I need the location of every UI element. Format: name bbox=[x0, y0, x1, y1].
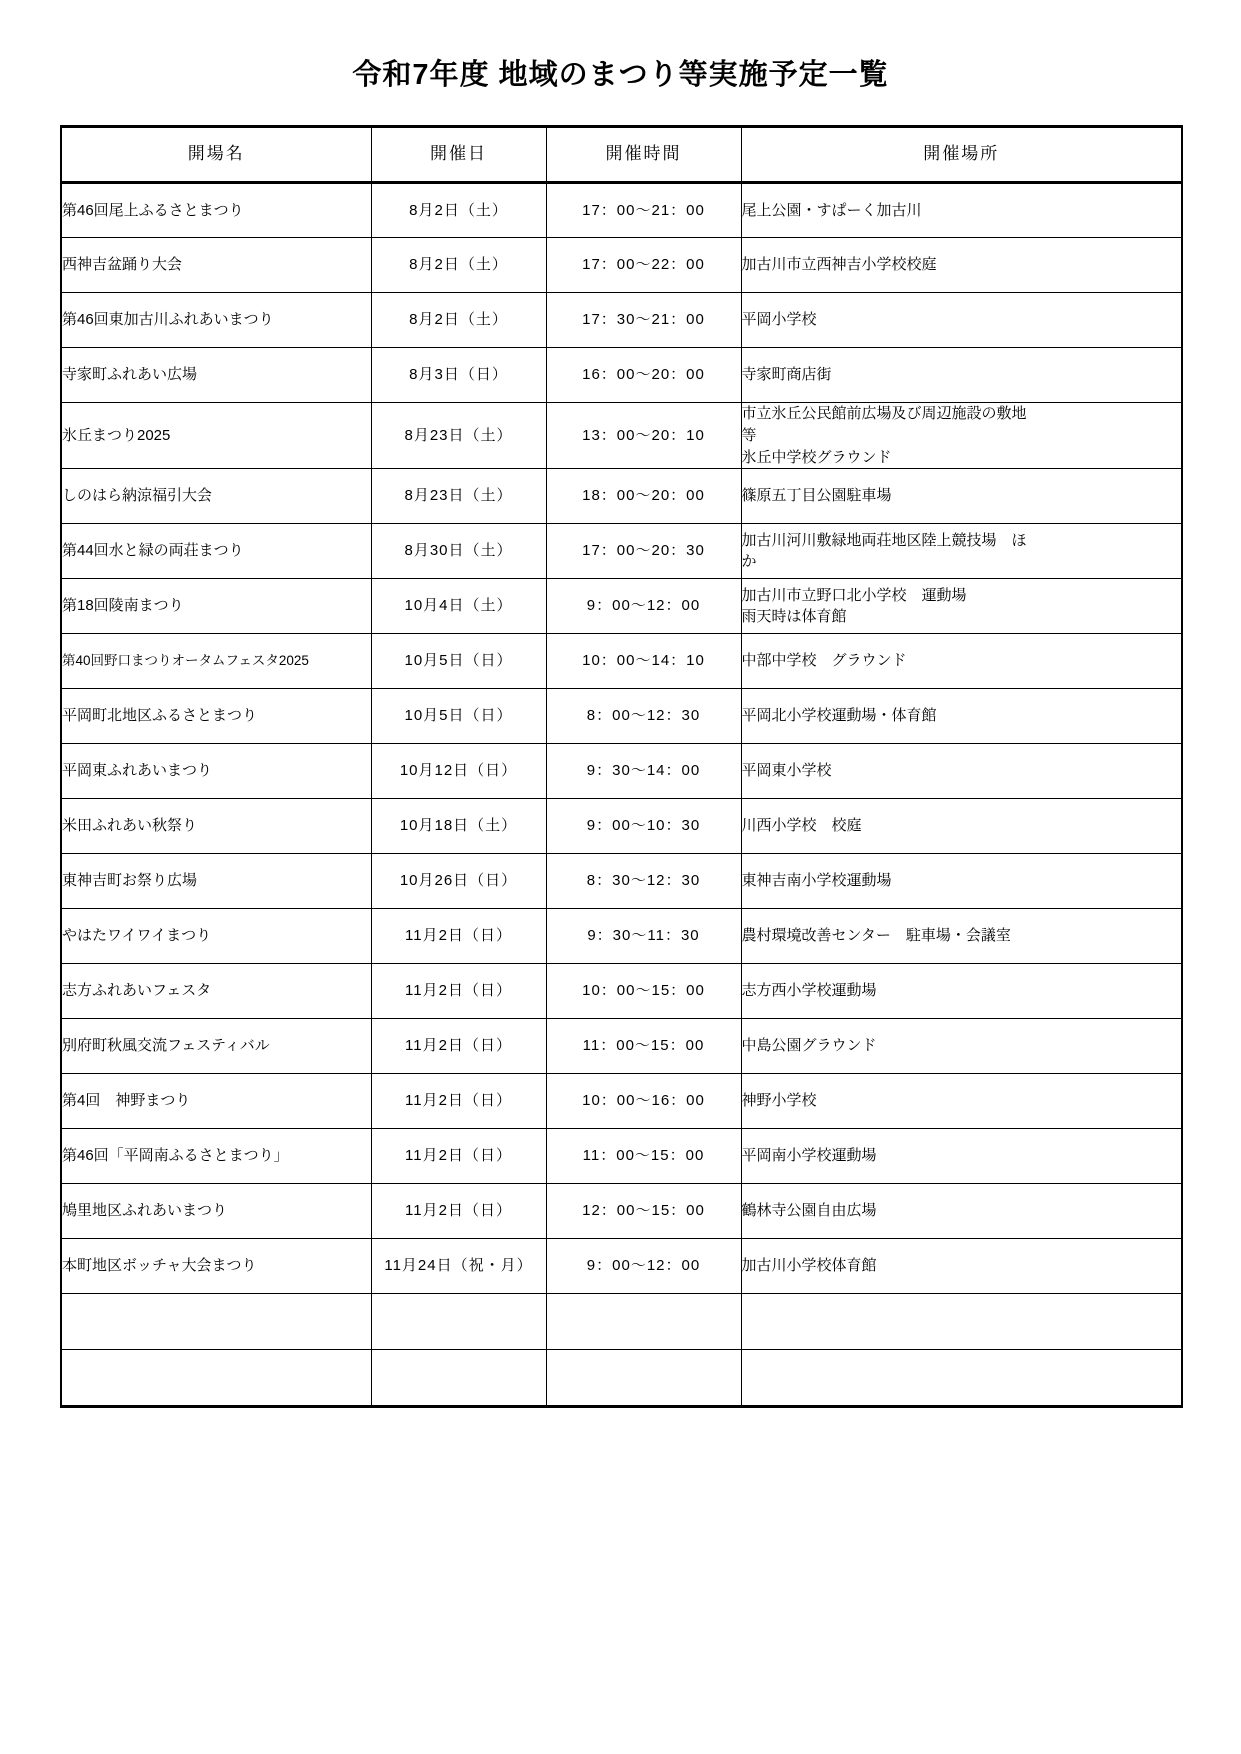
cell-event-date bbox=[371, 1294, 546, 1350]
cell-event-time bbox=[546, 1294, 741, 1350]
cell-event-date: 11月2日（日） bbox=[371, 909, 546, 964]
column-header-name: 開場名 bbox=[61, 127, 371, 183]
event-name-text: 東神吉町お祭り広場 bbox=[62, 872, 198, 890]
event-name-text: 第44回水と緑の両荘まつり bbox=[62, 542, 244, 560]
cell-event-date: 8月2日（土） bbox=[371, 183, 546, 238]
cell-event-date bbox=[371, 1350, 546, 1407]
table-row bbox=[61, 964, 1182, 1019]
event-place-line: 加古川市立西神吉小学校校庭 bbox=[741, 256, 937, 274]
cell-event-name bbox=[61, 183, 371, 238]
schedule-table-container bbox=[60, 125, 1181, 1408]
cell-event-name bbox=[61, 293, 371, 348]
table-header-row bbox=[61, 127, 1182, 183]
cell-event-date: 11月2日（日） bbox=[371, 1184, 546, 1239]
table-row-empty bbox=[61, 1294, 1182, 1350]
event-place-line: 尾上公園・すぱーく加古川 bbox=[741, 201, 922, 219]
cell-event-name bbox=[61, 909, 371, 964]
table-row bbox=[61, 1019, 1182, 1074]
event-name-text: 別府町秋風交流フェスティバル bbox=[62, 1037, 270, 1055]
table-row bbox=[61, 854, 1182, 909]
cell-event-time: 9：00〜12：00 bbox=[546, 579, 741, 634]
cell-event-name bbox=[61, 689, 371, 744]
table-row bbox=[61, 909, 1182, 964]
event-place-line: 川西小学校 校庭 bbox=[741, 817, 862, 835]
event-place-line: 寺家町商店街 bbox=[741, 366, 832, 384]
cell-event-place bbox=[741, 579, 1182, 634]
cell-event-date: 11月24日（祝・月） bbox=[371, 1239, 546, 1294]
cell-event-time: 8：00〜12：30 bbox=[546, 689, 741, 744]
cell-event-time: 10：00〜15：00 bbox=[546, 964, 741, 1019]
event-place-line: 鶴林寺公園自由広場 bbox=[741, 1202, 877, 1220]
cell-event-name bbox=[61, 238, 371, 293]
cell-event-place bbox=[741, 524, 1182, 579]
event-place-line: 等 bbox=[741, 426, 757, 444]
event-place-line: 平岡小学校 bbox=[741, 311, 817, 329]
cell-event-date: 11月2日（日） bbox=[371, 1019, 546, 1074]
cell-event-date: 10月26日（日） bbox=[371, 854, 546, 909]
table-row-empty bbox=[61, 1350, 1182, 1407]
event-name-text: 第46回東加古川ふれあいまつり bbox=[62, 311, 274, 329]
cell-event-name bbox=[61, 854, 371, 909]
cell-event-date: 8月2日（土） bbox=[371, 238, 546, 293]
event-name-text: 米田ふれあい秋祭り bbox=[62, 817, 198, 835]
cell-event-name bbox=[61, 579, 371, 634]
cell-event-time: 9：00〜10：30 bbox=[546, 799, 741, 854]
cell-event-name bbox=[61, 1239, 371, 1294]
cell-event-time: 12：00〜15：00 bbox=[546, 1184, 741, 1239]
table-body bbox=[61, 183, 1182, 1407]
event-place-line: 市立氷丘公民館前広場及び周辺施設の敷地 bbox=[741, 405, 1027, 422]
table-row bbox=[61, 1239, 1182, 1294]
table-row bbox=[61, 403, 1182, 469]
cell-event-time: 17：00〜22：00 bbox=[546, 238, 741, 293]
cell-event-place bbox=[741, 293, 1182, 348]
table-row bbox=[61, 634, 1182, 689]
event-name-text: 第46回尾上ふるさとまつり bbox=[62, 201, 244, 219]
event-place-line: 加古川市立野口北小学校 運動場 bbox=[741, 586, 967, 604]
cell-event-time: 8：30〜12：30 bbox=[546, 854, 741, 909]
cell-event-name bbox=[61, 1294, 371, 1350]
cell-event-date: 10月5日（日） bbox=[371, 634, 546, 689]
event-place-line: 中島公園グラウンド bbox=[741, 1037, 877, 1055]
cell-event-date: 11月2日（日） bbox=[371, 1074, 546, 1129]
cell-event-date: 8月23日（土） bbox=[371, 403, 546, 469]
cell-event-name bbox=[61, 799, 371, 854]
cell-event-date: 8月3日（日） bbox=[371, 348, 546, 403]
cell-event-name bbox=[61, 634, 371, 689]
cell-event-date: 10月5日（日） bbox=[371, 689, 546, 744]
event-name-text: 第46回「平岡南ふるさとまつり」 bbox=[62, 1147, 289, 1165]
event-name-text: 第4回 神野まつり bbox=[62, 1092, 191, 1110]
event-name-text: 第40回野口まつりオータムフェスタ2025 bbox=[62, 653, 309, 669]
table-row bbox=[61, 293, 1182, 348]
cell-event-place bbox=[741, 1019, 1182, 1074]
cell-event-time: 17：00〜21：00 bbox=[546, 183, 741, 238]
cell-event-time bbox=[546, 1350, 741, 1407]
cell-event-date: 11月2日（日） bbox=[371, 1129, 546, 1184]
cell-event-place bbox=[741, 1129, 1182, 1184]
column-header-time: 開催時間 bbox=[546, 127, 741, 183]
table-row bbox=[61, 689, 1182, 744]
festival-schedule-table bbox=[60, 125, 1183, 1408]
cell-event-name bbox=[61, 1129, 371, 1184]
table-header bbox=[61, 127, 1182, 183]
table-row bbox=[61, 238, 1182, 293]
event-place-line: 雨天時は体育館 bbox=[741, 608, 847, 626]
table-row bbox=[61, 469, 1182, 524]
table-row bbox=[61, 1074, 1182, 1129]
event-name-text: しのはら納涼福引大会 bbox=[62, 487, 213, 505]
event-place-line: 神野小学校 bbox=[741, 1092, 817, 1110]
cell-event-time: 17：30〜21：00 bbox=[546, 293, 741, 348]
cell-event-name bbox=[61, 524, 371, 579]
cell-event-place bbox=[741, 909, 1182, 964]
cell-event-date: 8月2日（土） bbox=[371, 293, 546, 348]
event-place-line: 平岡東小学校 bbox=[741, 762, 832, 780]
cell-event-date: 8月23日（土） bbox=[371, 469, 546, 524]
cell-event-place bbox=[741, 1350, 1182, 1407]
cell-event-time: 10：00〜16：00 bbox=[546, 1074, 741, 1129]
event-place-line: 東神吉南小学校運動場 bbox=[741, 872, 892, 890]
cell-event-place bbox=[741, 964, 1182, 1019]
cell-event-time: 11：00〜15：00 bbox=[546, 1129, 741, 1184]
cell-event-name bbox=[61, 1019, 371, 1074]
cell-event-place bbox=[741, 689, 1182, 744]
cell-event-place bbox=[741, 854, 1182, 909]
cell-event-time: 9：30〜11：30 bbox=[546, 909, 741, 964]
cell-event-name bbox=[61, 744, 371, 799]
cell-event-time: 10：00〜14：10 bbox=[546, 634, 741, 689]
table-row bbox=[61, 1184, 1182, 1239]
event-name-text: 第18回陵南まつり bbox=[62, 597, 184, 615]
table-row bbox=[61, 1129, 1182, 1184]
event-place-line: 志方西小学校運動場 bbox=[741, 982, 877, 1000]
event-name-text: 平岡東ふれあいまつり bbox=[62, 762, 213, 780]
cell-event-place bbox=[741, 238, 1182, 293]
cell-event-place bbox=[741, 469, 1182, 524]
cell-event-name bbox=[61, 1184, 371, 1239]
column-header-place: 開催場所 bbox=[741, 127, 1182, 183]
cell-event-time: 9：00〜12：00 bbox=[546, 1239, 741, 1294]
table-row bbox=[61, 183, 1182, 238]
cell-event-name bbox=[61, 348, 371, 403]
event-place-line: か bbox=[741, 553, 757, 571]
table-row bbox=[61, 744, 1182, 799]
page-title: 令和7年度 地域のまつり等実施予定一覧 bbox=[352, 59, 889, 91]
cell-event-time: 13：00〜20：10 bbox=[546, 403, 741, 469]
cell-event-time: 16：00〜20：00 bbox=[546, 348, 741, 403]
event-name-text: 本町地区ボッチャ大会まつり bbox=[62, 1257, 257, 1275]
cell-event-date: 10月18日（土） bbox=[371, 799, 546, 854]
event-place-line: 氷丘中学校グラウンド bbox=[741, 448, 892, 466]
cell-event-name bbox=[61, 964, 371, 1019]
table-row bbox=[61, 524, 1182, 579]
event-name-text: 鳩里地区ふれあいまつり bbox=[62, 1202, 228, 1220]
cell-event-place bbox=[741, 1239, 1182, 1294]
event-place-line: 平岡北小学校運動場・体育館 bbox=[741, 707, 937, 725]
table-row bbox=[61, 348, 1182, 403]
cell-event-place bbox=[741, 744, 1182, 799]
cell-event-time: 17：00〜20：30 bbox=[546, 524, 741, 579]
cell-event-date: 10月4日（土） bbox=[371, 579, 546, 634]
cell-event-time: 9：30〜14：00 bbox=[546, 744, 741, 799]
cell-event-date: 10月12日（日） bbox=[371, 744, 546, 799]
event-place-line: 農村環境改善センター 駐車場・会議室 bbox=[741, 927, 1011, 945]
cell-event-place bbox=[741, 1294, 1182, 1350]
cell-event-date: 11月2日（日） bbox=[371, 964, 546, 1019]
event-name-text: やはたワイワイまつり bbox=[62, 927, 212, 945]
cell-event-place bbox=[741, 634, 1182, 689]
event-name-text: 志方ふれあいフェスタ bbox=[62, 982, 212, 1000]
cell-event-name bbox=[61, 1074, 371, 1129]
event-place-line: 平岡南小学校運動場 bbox=[741, 1147, 877, 1165]
cell-event-place bbox=[741, 403, 1182, 469]
event-name-text: 氷丘まつり2025 bbox=[62, 426, 171, 444]
table-row bbox=[61, 799, 1182, 854]
event-name-text: 平岡町北地区ふるさとまつり bbox=[62, 707, 258, 725]
cell-event-time: 18：00〜20：00 bbox=[546, 469, 741, 524]
cell-event-name bbox=[61, 403, 371, 469]
column-header-date: 開催日 bbox=[371, 127, 546, 183]
cell-event-date: 8月30日（土） bbox=[371, 524, 546, 579]
cell-event-name bbox=[61, 469, 371, 524]
event-place-line: 加古川小学校体育館 bbox=[741, 1257, 877, 1275]
event-name-text: 寺家町ふれあい広場 bbox=[62, 366, 198, 384]
event-place-line: 加古川河川敷緑地両荘地区陸上競技場 ほ bbox=[741, 531, 1027, 549]
event-place-line: 中部中学校 グラウンド bbox=[741, 652, 907, 670]
cell-event-place bbox=[741, 799, 1182, 854]
table-row bbox=[61, 579, 1182, 634]
cell-event-place bbox=[741, 1184, 1182, 1239]
event-place-line: 篠原五丁目公園駐車場 bbox=[741, 487, 892, 505]
event-name-text: 西神吉盆踊り大会 bbox=[62, 256, 183, 274]
cell-event-time: 11：00〜15：00 bbox=[546, 1019, 741, 1074]
cell-event-name bbox=[61, 1350, 371, 1407]
cell-event-place bbox=[741, 183, 1182, 238]
cell-event-place bbox=[741, 348, 1182, 403]
cell-event-place bbox=[741, 1074, 1182, 1129]
